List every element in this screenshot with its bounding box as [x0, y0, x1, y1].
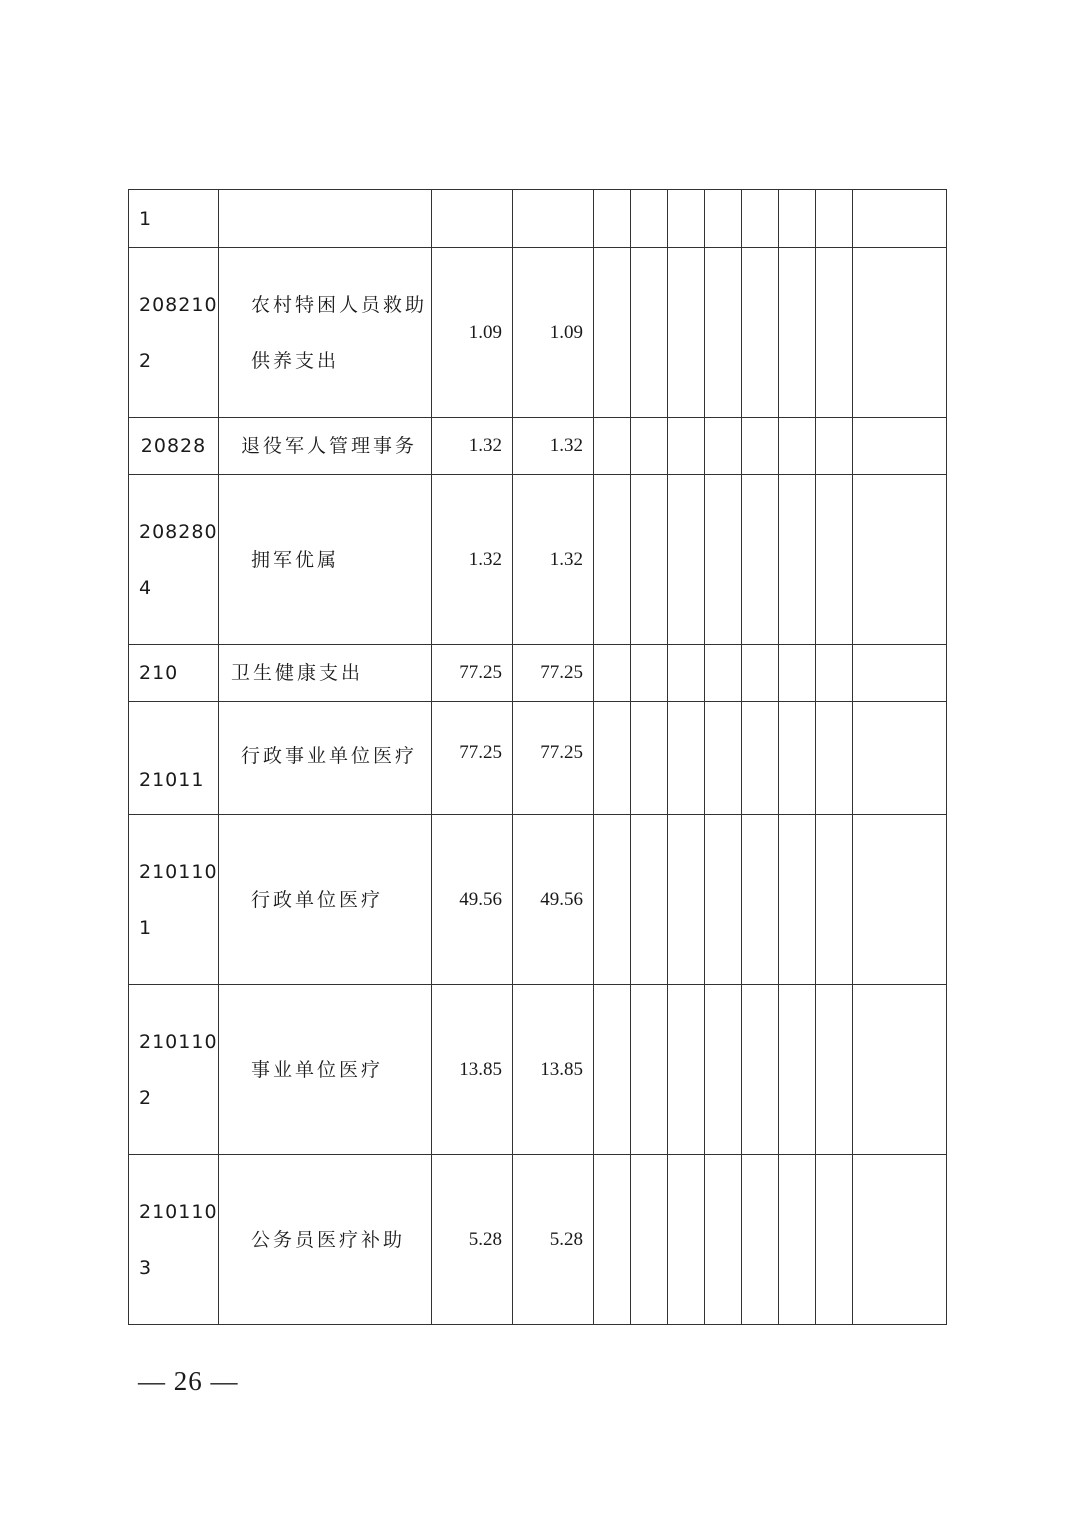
empty-cell	[853, 815, 947, 985]
subject-name-cell: 公务员医疗补助	[219, 1155, 432, 1325]
amount-total-cell: 49.56	[432, 815, 513, 985]
amount-total-cell: 13.85	[432, 985, 513, 1155]
amount-total-cell: 77.25	[432, 645, 513, 702]
amount-basic-cell: 77.25	[513, 645, 594, 702]
empty-cell	[631, 1155, 668, 1325]
empty-cell	[816, 248, 853, 418]
empty-cell	[742, 475, 779, 645]
empty-cell	[631, 985, 668, 1155]
empty-cell	[705, 702, 742, 815]
amount-total-cell: 1.32	[432, 475, 513, 645]
subject-name-cell: 拥军优属	[219, 475, 432, 645]
table-row	[129, 418, 947, 475]
amount-basic-cell: 1.32	[513, 475, 594, 645]
empty-cell	[631, 702, 668, 815]
empty-cell	[668, 190, 705, 248]
amount-total-cell: 77.25	[432, 702, 513, 815]
empty-cell	[779, 418, 816, 475]
empty-cell	[742, 985, 779, 1155]
subject-name-cell: 事业单位医疗	[219, 985, 432, 1155]
empty-cell	[853, 248, 947, 418]
empty-cell	[668, 985, 705, 1155]
subject-name-cell	[219, 190, 432, 248]
empty-cell	[816, 702, 853, 815]
empty-cell	[594, 985, 631, 1155]
subject-code-cell: 2101103	[129, 1155, 219, 1325]
subject-code-cell: 2082102	[129, 248, 219, 418]
empty-cell	[668, 645, 705, 702]
budget-table	[128, 189, 947, 1325]
empty-cell	[668, 248, 705, 418]
empty-cell	[668, 815, 705, 985]
empty-cell	[594, 1155, 631, 1325]
subject-name-cell: 退役军人管理事务	[219, 418, 432, 475]
subject-code-cell: 1	[129, 190, 219, 248]
subject-code-cell: 2101102	[129, 985, 219, 1155]
empty-cell	[853, 702, 947, 815]
empty-cell	[853, 475, 947, 645]
empty-cell	[742, 248, 779, 418]
empty-cell	[705, 1155, 742, 1325]
empty-cell	[631, 418, 668, 475]
subject-name-cell: 行政事业单位医疗	[219, 702, 432, 815]
empty-cell	[816, 985, 853, 1155]
table-row	[129, 645, 947, 702]
amount-total-cell: 5.28	[432, 1155, 513, 1325]
empty-cell	[816, 1155, 853, 1325]
empty-cell	[631, 475, 668, 645]
amount-basic-cell: 1.32	[513, 418, 594, 475]
empty-cell	[742, 190, 779, 248]
empty-cell	[816, 815, 853, 985]
empty-cell	[742, 1155, 779, 1325]
empty-cell	[742, 702, 779, 815]
empty-cell	[742, 645, 779, 702]
empty-cell	[779, 815, 816, 985]
empty-cell	[853, 418, 947, 475]
empty-cell	[742, 815, 779, 985]
empty-cell	[853, 645, 947, 702]
subject-name-cell: 卫生健康支出	[219, 645, 432, 702]
empty-cell	[779, 985, 816, 1155]
empty-cell	[779, 248, 816, 418]
table-row	[129, 248, 947, 418]
empty-cell	[816, 418, 853, 475]
empty-cell	[853, 985, 947, 1155]
subject-code-cell: 21011	[129, 702, 219, 815]
table-row	[129, 190, 947, 248]
empty-cell	[779, 1155, 816, 1325]
empty-cell	[668, 702, 705, 815]
subject-code-cell: 2082804	[129, 475, 219, 645]
empty-cell	[594, 190, 631, 248]
empty-cell	[668, 418, 705, 475]
amount-basic-cell: 77.25	[513, 702, 594, 815]
empty-cell	[594, 248, 631, 418]
empty-cell	[705, 418, 742, 475]
empty-cell	[779, 190, 816, 248]
empty-cell	[816, 475, 853, 645]
empty-cell	[705, 645, 742, 702]
amount-basic-cell: 5.28	[513, 1155, 594, 1325]
subject-name-cell: 农村特困人员救助供养支出	[219, 248, 432, 418]
table-row	[129, 475, 947, 645]
empty-cell	[742, 418, 779, 475]
empty-cell	[594, 418, 631, 475]
empty-cell	[816, 190, 853, 248]
empty-cell	[631, 248, 668, 418]
amount-total-cell: 1.32	[432, 418, 513, 475]
empty-cell	[594, 702, 631, 815]
empty-cell	[779, 475, 816, 645]
amount-basic-cell: 49.56	[513, 815, 594, 985]
empty-cell	[816, 645, 853, 702]
amount-basic-cell	[513, 190, 594, 248]
amount-basic-cell: 1.09	[513, 248, 594, 418]
subject-code-cell: 20828	[129, 418, 219, 475]
empty-cell	[779, 702, 816, 815]
empty-cell	[705, 190, 742, 248]
amount-total-cell	[432, 190, 513, 248]
subject-name-cell: 行政单位医疗	[219, 815, 432, 985]
page-number: — 26 —	[138, 1366, 239, 1396]
empty-cell	[594, 815, 631, 985]
amount-total-cell: 1.09	[432, 248, 513, 418]
empty-cell	[594, 645, 631, 702]
empty-cell	[631, 815, 668, 985]
empty-cell	[631, 645, 668, 702]
empty-cell	[705, 248, 742, 418]
subject-code-cell: 2101101	[129, 815, 219, 985]
empty-cell	[705, 985, 742, 1155]
table-row	[129, 985, 947, 1155]
subject-code-cell: 210	[129, 645, 219, 702]
table-row	[129, 815, 947, 985]
empty-cell	[853, 1155, 947, 1325]
empty-cell	[705, 815, 742, 985]
empty-cell	[594, 475, 631, 645]
empty-cell	[779, 645, 816, 702]
table-row	[129, 1155, 947, 1325]
empty-cell	[705, 475, 742, 645]
amount-basic-cell: 13.85	[513, 985, 594, 1155]
empty-cell	[631, 190, 668, 248]
empty-cell	[853, 190, 947, 248]
table-row	[129, 702, 947, 815]
empty-cell	[668, 1155, 705, 1325]
empty-cell	[668, 475, 705, 645]
